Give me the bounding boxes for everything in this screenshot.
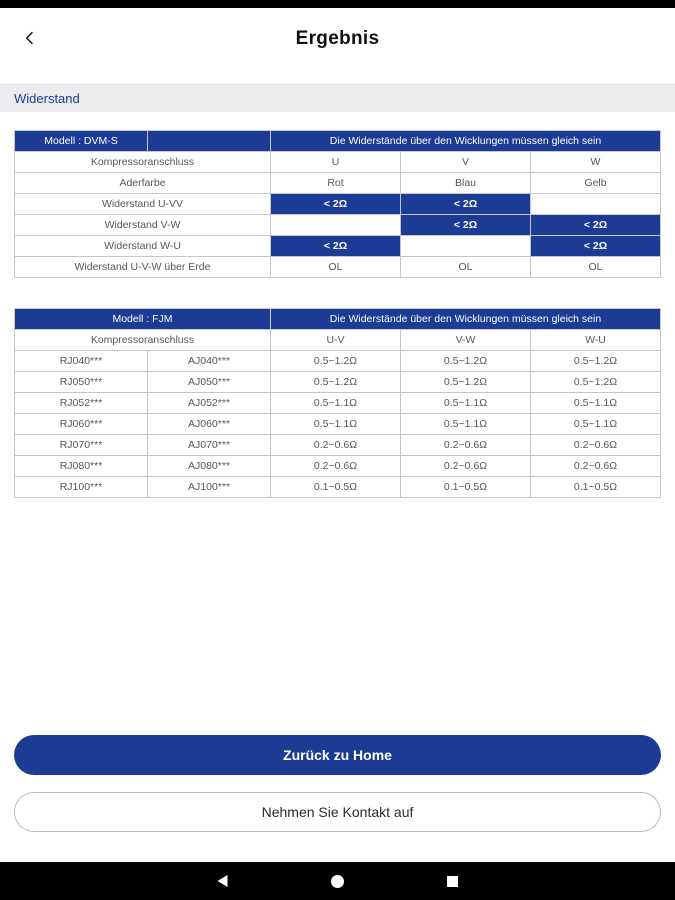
row-label: Widerstand U-V-W über Erde: [15, 257, 271, 278]
page-title: Ergebnis: [295, 28, 380, 49]
table-note: Die Widerstände über den Wicklungen müssen gleich sein: [271, 309, 661, 330]
cell: 0.5~1.2Ω: [271, 372, 401, 393]
cell: 0.5~1.1Ω: [531, 393, 661, 414]
cell-highlighted: < 2Ω: [531, 215, 661, 236]
home-button-label: Zurück zu Home: [283, 747, 392, 763]
cell-highlighted: < 2Ω: [271, 236, 401, 257]
app-header: [0, 8, 675, 70]
table-model-label: Modell : FJM: [15, 309, 271, 330]
back-button[interactable]: [16, 25, 44, 53]
table-row: [15, 173, 661, 194]
cell: 0.5~1.2Ω: [531, 351, 661, 372]
table-note: Die Widerstände über den Wicklungen müssen gleich sein: [271, 131, 661, 152]
android-nav-bar: [0, 862, 675, 900]
cell: Rot: [271, 173, 401, 194]
section-title: Widerstand: [14, 91, 80, 106]
table-row: [15, 236, 661, 257]
cell: 0.2~0.6Ω: [401, 456, 531, 477]
model-cell: RJ100***: [15, 477, 148, 498]
model-cell: AJ060***: [148, 414, 271, 435]
table-row: [15, 456, 661, 477]
cell: 0.2~0.6Ω: [401, 435, 531, 456]
table-row: [15, 435, 661, 456]
contact-button-label: Nehmen Sie Kontakt auf: [261, 804, 414, 820]
cell: 0.5~1.2Ω: [271, 351, 401, 372]
cell: 0.5~1.1Ω: [271, 393, 401, 414]
cell-highlighted: < 2Ω: [401, 194, 531, 215]
cell: 0.5~1.2Ω: [401, 351, 531, 372]
column-header: V-W: [401, 330, 531, 351]
home-button[interactable]: [14, 735, 661, 775]
cell-highlighted: < 2Ω: [401, 215, 531, 236]
cell: W: [531, 152, 661, 173]
model-cell: AJ080***: [148, 456, 271, 477]
model-cell: RJ080***: [15, 456, 148, 477]
cell: 0.2~0.6Ω: [271, 456, 401, 477]
column-header: W-U: [531, 330, 661, 351]
model-cell: RJ070***: [15, 435, 148, 456]
cell: 0.2~0.6Ω: [531, 456, 661, 477]
table-header-row: [15, 131, 661, 152]
cell: [531, 194, 661, 215]
cell: 0.5~1.1Ω: [401, 393, 531, 414]
row-label: Aderfarbe: [15, 173, 271, 194]
cell: 0.5~1.1Ω: [401, 414, 531, 435]
cell: 0.5~1.1Ω: [531, 414, 661, 435]
model-cell: RJ052***: [15, 393, 148, 414]
contact-button[interactable]: [14, 792, 661, 832]
cell: 0.2~0.6Ω: [531, 435, 661, 456]
table-row: [15, 257, 661, 278]
table-row: [15, 393, 661, 414]
cell: 0.1~0.5Ω: [271, 477, 401, 498]
table-header-row: [15, 309, 661, 330]
column-header: U-V: [271, 330, 401, 351]
cell: 0.5~1.1Ω: [271, 414, 401, 435]
cell-highlighted: < 2Ω: [271, 194, 401, 215]
model-cell: AJ052***: [148, 393, 271, 414]
model-cell: RJ040***: [15, 351, 148, 372]
cell: [401, 236, 531, 257]
table-model-label: Modell : DVM-S: [15, 131, 148, 152]
dvms-table: [14, 130, 661, 278]
nav-recents-icon[interactable]: [446, 874, 460, 888]
model-cell: AJ070***: [148, 435, 271, 456]
row-label: Widerstand V-W: [15, 215, 271, 236]
table-row: [15, 477, 661, 498]
cell: 0.5~1.2Ω: [531, 372, 661, 393]
cell: OL: [401, 257, 531, 278]
table-row: [15, 414, 661, 435]
cell: V: [401, 152, 531, 173]
cell: 0.1~0.5Ω: [401, 477, 531, 498]
nav-home-icon[interactable]: [331, 874, 345, 888]
model-cell: AJ100***: [148, 477, 271, 498]
cell: U: [271, 152, 401, 173]
cell: Blau: [401, 173, 531, 194]
cell: 0.2~0.6Ω: [271, 435, 401, 456]
table-row: [15, 372, 661, 393]
section-header: [0, 84, 675, 112]
cell-highlighted: < 2Ω: [531, 236, 661, 257]
table-subheader-row: [15, 330, 661, 351]
cell: 0.1~0.5Ω: [531, 477, 661, 498]
nav-back-icon[interactable]: [216, 874, 230, 888]
row-label: Widerstand U-VV: [15, 194, 271, 215]
table-model-spacer: [148, 131, 271, 152]
row-label: Kompressoranschluss: [15, 152, 271, 173]
table-row: [15, 215, 661, 236]
cell: OL: [531, 257, 661, 278]
chevron-left-icon: [22, 30, 38, 49]
row-label: Kompressoranschluss: [15, 330, 271, 351]
model-cell: AJ040***: [148, 351, 271, 372]
table-row: [15, 152, 661, 173]
cell: 0.5~1.2Ω: [401, 372, 531, 393]
table-row: [15, 351, 661, 372]
fjm-table: [14, 308, 661, 498]
model-cell: RJ060***: [15, 414, 148, 435]
model-cell: AJ050***: [148, 372, 271, 393]
status-bar: [0, 0, 675, 8]
row-label: Widerstand W-U: [15, 236, 271, 257]
cell: Gelb: [531, 173, 661, 194]
cell: [271, 215, 401, 236]
cell: OL: [271, 257, 401, 278]
model-cell: RJ050***: [15, 372, 148, 393]
table-row: [15, 194, 661, 215]
